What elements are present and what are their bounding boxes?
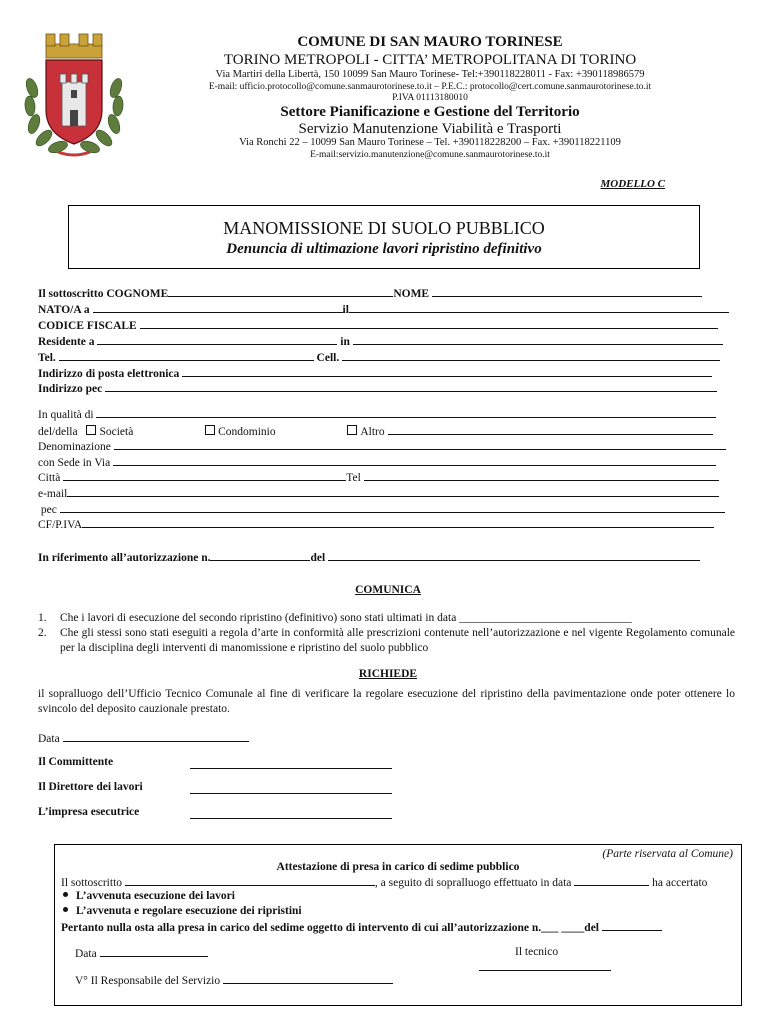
email-row bbox=[38, 366, 738, 382]
sede-row bbox=[38, 455, 738, 471]
nato-row bbox=[38, 302, 738, 318]
residente-label: Residente a bbox=[38, 336, 95, 348]
company-pec-label: pec bbox=[40, 504, 57, 516]
sede-field[interactable] bbox=[113, 455, 716, 466]
pertanto-row bbox=[61, 920, 662, 934]
nato-label: NATO/A a bbox=[38, 304, 90, 316]
autorizzazione-num-field[interactable] bbox=[210, 550, 310, 561]
societa-label: Società bbox=[99, 426, 134, 438]
sector-name: Settore Pianificazione e Gestione del Territorio bbox=[280, 104, 580, 120]
pec-row bbox=[38, 381, 738, 397]
residente-field[interactable] bbox=[97, 334, 337, 345]
company-email-label: e-mail bbox=[38, 488, 68, 500]
cf-label: CODICE FISCALE bbox=[38, 320, 137, 332]
comunica-title: COMUNICA bbox=[355, 584, 421, 596]
cf-row bbox=[38, 318, 738, 334]
in-label: in bbox=[340, 336, 350, 348]
citta-field[interactable] bbox=[63, 470, 346, 481]
sede-label: con Sede in Via bbox=[38, 457, 111, 469]
altro-checkbox[interactable] bbox=[347, 425, 357, 435]
bullet-2-text: L’avvenuta e regolare esecuzione dei ripristini bbox=[76, 905, 302, 917]
riferimento-row bbox=[38, 550, 738, 566]
responsabile-label: V° Il Responsabile del Servizio bbox=[75, 975, 221, 987]
denominazione-field[interactable] bbox=[114, 439, 726, 450]
cell-label: Cell. bbox=[316, 352, 340, 364]
data-row bbox=[38, 731, 738, 747]
org-name: COMUNE DI SAN MAURO TORINESE bbox=[297, 34, 563, 50]
citta-row bbox=[38, 470, 738, 486]
company-pec-field[interactable] bbox=[60, 502, 725, 513]
in-field[interactable] bbox=[353, 334, 723, 345]
service-email: E-mail:servizio.manutenzione@comune.sanmaurotorinese.to.it bbox=[310, 150, 550, 160]
pertanto-text: Pertanto nulla osta alla presa in carico del sedime oggetto di intervento di cui all’autorizzazione n.___ ____del bbox=[61, 922, 600, 934]
bullet-dot-icon bbox=[63, 907, 68, 912]
accertato-text: ha accertato bbox=[652, 877, 708, 889]
reserved-data-row bbox=[75, 946, 208, 960]
richiede-text: il sopralluogo dell’Ufficio Tecnico Comunale al fine di verificare la regolare esecuzione del ripristino della pavimentazione onde poter ottenere lo svincolo del deposito cauzionale prestato. bbox=[38, 688, 735, 715]
autorizzazione-date-field[interactable] bbox=[328, 550, 700, 561]
qualita-field[interactable] bbox=[96, 407, 716, 418]
bullet-1-text: L’avvenuta esecuzione dei lavori bbox=[76, 890, 235, 902]
service-name: Servizio Manutenzione Viabilità e Trasporti bbox=[298, 121, 562, 137]
tel-label: Tel. bbox=[38, 352, 56, 364]
responsabile-row bbox=[75, 973, 393, 987]
qualita-label: In qualità di bbox=[38, 409, 94, 421]
sopralluogo-date-field[interactable] bbox=[574, 875, 649, 886]
cognome-row bbox=[38, 286, 738, 302]
direttore-label: Il Direttore dei lavori bbox=[38, 781, 143, 793]
org-email: E-mail: ufficio.protocollo@comune.sanmaurotorinese.to.it – P.E.C.: protocollo@cert.comune.sanmaurotorinese.to.it bbox=[208, 82, 652, 92]
email-label: Indirizzo di posta elettronica bbox=[38, 368, 180, 380]
condominio-checkbox[interactable] bbox=[205, 425, 215, 435]
denominazione-label: Denominazione bbox=[38, 441, 111, 453]
cfpiva-row bbox=[38, 517, 738, 533]
comunica-list bbox=[38, 611, 735, 656]
committente-signature-field[interactable] bbox=[190, 757, 392, 769]
societa-checkbox[interactable] bbox=[86, 425, 96, 435]
denominazione-row bbox=[38, 439, 738, 455]
comunica-item-num: 2. bbox=[38, 627, 47, 639]
tecnico-label: Il tecnico bbox=[515, 946, 559, 958]
impresa-signature-field[interactable] bbox=[190, 807, 392, 819]
riferimento-del-label: del bbox=[310, 552, 326, 564]
comunica-item bbox=[38, 626, 735, 656]
document-subtitle: Denuncia di ultimazione lavori ripristino definitivo bbox=[226, 241, 542, 257]
riferimento-label: In riferimento all’autorizzazione n. bbox=[38, 552, 211, 564]
sottoscritto-field[interactable] bbox=[125, 875, 375, 886]
reserved-note: (Parte riservata al Comune) bbox=[602, 848, 733, 860]
data-label: Data bbox=[38, 733, 60, 745]
tel-field[interactable] bbox=[59, 350, 314, 361]
company-email-field[interactable] bbox=[67, 486, 719, 497]
company-pec-row bbox=[38, 502, 738, 518]
company-tel-field[interactable] bbox=[364, 470, 719, 481]
comunica-item-text: Che i lavori di esecuzione del secondo ripristino (definitivo) sono stati ultimati in data ______________________________ bbox=[60, 612, 632, 624]
data-field[interactable] bbox=[63, 731, 249, 742]
org-address: Via Martiri della Libertà, 150 10099 San Mauro Torinese- Tel:+390118228011 - Fax: +390118986579 bbox=[215, 69, 645, 80]
cell-field[interactable] bbox=[342, 350, 720, 361]
il-label: il bbox=[342, 304, 349, 316]
cognome-field[interactable] bbox=[168, 286, 393, 297]
tel-row bbox=[38, 350, 738, 366]
nome-field[interactable] bbox=[432, 286, 702, 297]
citta-label: Città bbox=[38, 472, 61, 484]
della-row bbox=[38, 424, 738, 440]
altro-label: Altro bbox=[360, 426, 385, 438]
comunica-item bbox=[38, 611, 735, 626]
modello-label: MODELLO C bbox=[600, 178, 665, 190]
direttore-signature-field[interactable] bbox=[190, 782, 392, 794]
sottoscritto-label: Il sottoscritto bbox=[61, 877, 123, 889]
company-email-row bbox=[38, 486, 738, 502]
bullet-dot-icon bbox=[63, 892, 68, 897]
bullet-2 bbox=[63, 905, 302, 917]
residente-row bbox=[38, 334, 738, 350]
seguito-text: , a seguito di sopralluogo effettuato in data bbox=[374, 877, 572, 889]
tecnico-signature-field[interactable] bbox=[479, 961, 611, 971]
reserved-title: Attestazione di presa in carico di sedime pubblico bbox=[276, 861, 520, 873]
qualita-row bbox=[38, 407, 738, 423]
committente-label: Il Committente bbox=[38, 756, 114, 768]
sottoscritto-row bbox=[61, 875, 707, 889]
cfpiva-label: CF/P.IVA bbox=[38, 519, 83, 531]
reserved-box bbox=[54, 844, 742, 1006]
cognome-label: Il sottoscritto COGNOME bbox=[38, 288, 169, 300]
reserved-data-label: Data bbox=[75, 948, 97, 960]
impresa-label: L’impresa esecutrice bbox=[38, 806, 140, 818]
comunica-item-text: Che gli stessi sono stati eseguiti a regola d’arte in conformità alle prescrizioni contenute nell’autorizzazione e nel vigente Regolamento comunale per la disciplina degli interventi di manomissione e ripristino del suolo pubblico bbox=[60, 627, 735, 654]
responsabile-signature-field[interactable] bbox=[223, 973, 393, 984]
bullet-1 bbox=[63, 890, 235, 902]
cf-field[interactable] bbox=[140, 318, 718, 329]
company-tel-label: Tel bbox=[346, 472, 361, 484]
nome-label: NOME bbox=[393, 288, 430, 300]
comunica-item-num: 1. bbox=[38, 612, 47, 624]
pertanto-date-field[interactable] bbox=[602, 920, 662, 931]
richiede-title: RICHIEDE bbox=[358, 668, 418, 680]
title-box bbox=[68, 205, 700, 269]
nato-field[interactable] bbox=[93, 302, 343, 313]
condominio-label: Condominio bbox=[218, 426, 276, 438]
cfpiva-field[interactable] bbox=[82, 517, 714, 528]
altro-field[interactable] bbox=[388, 424, 713, 435]
document-title: MANOMISSIONE DI SUOLO PUBBLICO bbox=[223, 218, 545, 238]
il-field[interactable] bbox=[349, 302, 729, 313]
san-mauro-coat-of-arms-icon bbox=[18, 30, 130, 160]
email-field[interactable] bbox=[182, 366, 712, 377]
service-address: Via Ronchi 22 – 10099 San Mauro Torinese – Tel. +390118228200 – Fax. +390118221109 bbox=[239, 137, 621, 148]
della-label: del/della bbox=[38, 426, 78, 438]
pec-label: Indirizzo pec bbox=[38, 383, 103, 395]
reserved-data-field[interactable] bbox=[100, 946, 208, 957]
pec-field[interactable] bbox=[105, 381, 717, 392]
org-piva: P.IVA 01113180010 bbox=[392, 93, 468, 103]
metro-name: TORINO METROPOLI - CITTA’ METROPOLITANA DI TORINO bbox=[223, 52, 637, 68]
